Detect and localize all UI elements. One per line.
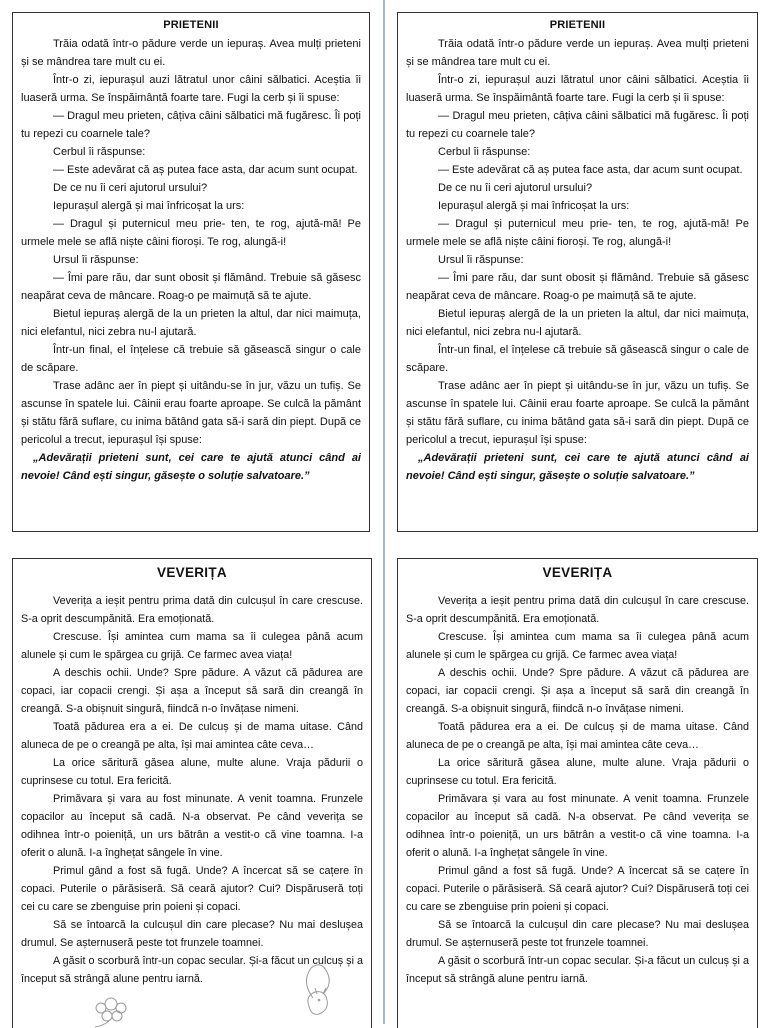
story-body (406, 592, 749, 988)
paragraph: De ce nu îi ceri ajutorul ursului? (438, 182, 593, 194)
paragraph: Bietul iepuraș alergă de la un prieten la altul, dar nici maimuța, nici elefantul, nici zebra nu-l ajutară. (406, 308, 749, 338)
paragraph: Veverița a ieșit pentru prima dată din culcușul în care crescuse. S-a oprit descumpănită. Era emoționată. (21, 595, 363, 625)
paragraph: Primul gând a fost să fugă. Unde? A încercat să se cațere în copaci. Puterile o părăsiseră. Să ceară ajutor? Cui? Dispăruseră toți cei cu care se zbenguise prin poieni și copaci. (21, 865, 363, 913)
paragraph: Într-un final, el înțelese că trebuie să găsească singur o cale de scăpare. (406, 344, 749, 374)
story-title: VEVERIȚA (157, 565, 227, 580)
card-prieteni-left (12, 12, 370, 532)
paragraph: Ursul îi răspunse: (438, 254, 524, 266)
paragraph: De ce nu îi ceri ajutorul ursului? (53, 182, 208, 194)
card-prieteni-right (397, 12, 758, 532)
paragraph: La orice săritură găsea alune, multe alune. Vraja pădurii o cuprinsese cu totul. Era fericită. (406, 757, 749, 787)
paragraph: Primul gând a fost să fugă. Unde? A încercat să se cațere în copaci. Puterile o părăsiseră. Să ceară ajutor? Cui? Dispăruseră toți cei cu care se zbenguise prin poieni și copaci. (406, 865, 749, 913)
page-divider (383, 0, 385, 1024)
paragraph: Într-o zi, iepurașul auzi lătratul unor câini sălbatici. Aceștia îi luaseră urma. Se înspăimântă foarte tare. Fugi la cerb și îi spuse: (21, 74, 361, 104)
paragraph: Iepurașul alergă și mai înfricoșat la urs: (438, 200, 630, 212)
paragraph: Toată pădurea era a ei. De culcuș și de mama uitase. Când aluneca de pe o creangă pe alta, își mai amintea câte ceva… (406, 721, 749, 751)
story-body (21, 35, 361, 485)
paragraph: Cerbul îi răspunse: (438, 146, 531, 158)
paragraph: A deschis ochii. Unde? Spre pădure. A văzut că pădurea are copaci, iar copacii crengi. Și așa a început să sară din creangă în creangă. S-a obișnuit singură, fiindcă n-o învățase nimeni. (406, 667, 749, 715)
paragraph: Trăia odată într-o pădure verde un iepuraș. Avea mulți prieteni și se mândrea tare mult cu ei. (406, 38, 749, 68)
paragraph: — Dragul meu prieten, câțiva câini sălbatici mă fugăresc. Îi poți tu repezi cu coarnele tale? (406, 110, 749, 140)
story-title: PRIETENII (549, 19, 606, 31)
paragraph: — Dragul și puternicul meu prie- ten, te rog, ajută-mă! Pe urmele mele se află niște câini fioroși. Te rog, alungă-i! (406, 218, 749, 248)
story-body (406, 35, 749, 485)
story-body (21, 592, 363, 988)
paragraph: Cerbul îi răspunse: (53, 146, 146, 158)
paragraph: Toată pădurea era a ei. De culcuș și de mama uitase. Când aluneca de pe o creangă pe alta, își mai amintea câte ceva… (21, 721, 363, 751)
paragraph: Într-o zi, iepurașul auzi lătratul unor câini sălbatici. Aceștia îi luaseră urma. Se înspăimântă foarte tare. Fugi la cerb și îi spuse: (406, 74, 749, 104)
paragraph: Crescuse. Își amintea cum mama sa îi culegea până acum alunele și cum le spărgea cu grijă. Ce farmec avea viața! (21, 631, 363, 661)
card-veverita-right (397, 558, 758, 1028)
paragraph: Să se întoarcă la culcușul din care plecase? Nu mai deslușea drumul. Se așternuseră peste tot frunzele toamnei. (406, 919, 749, 949)
paragraph: — Îmi pare rău, dar sunt obosit și flămând. Trebuie să găsesc neapărat ceva de mâncare. Roag-o pe maimuță să te ajute. (406, 272, 749, 302)
paragraph: Iepurașul alergă și mai înfricoșat la urs: (53, 200, 245, 212)
story-title: VEVERIȚA (542, 565, 613, 580)
paragraph: Să se întoarcă la culcușul din care plecase? Nu mai deslușea drumul. Se așternuseră peste tot frunzele toamnei. (21, 919, 363, 949)
paragraph: Primăvara și vara au fost minunate. A venit toamna. Frunzele copacilor au început să cadă. N-a observat. Pe când veverița se odihnea într-o poieniță, un urs bătrân a vestit-o că vine toamna. I-a oferit o alună. I-a înghețat sângele în vine. (406, 793, 749, 859)
paragraph: Trăia odată într-o pădure verde un iepuraș. Avea mulți prieteni și se mândrea tare mult cu ei. (21, 38, 361, 68)
story-title: PRIETENII (163, 19, 219, 31)
paragraph: La orice săritură găsea alune, multe alune. Vraja pădurii o cuprinsese cu totul. Era fericită. (21, 757, 363, 787)
paragraph: Veverița a ieșit pentru prima dată din culcușul în care crescuse. S-a oprit descumpănită. Era emoționată. (406, 595, 749, 625)
story-moral: „Adevărații prieteni sunt, cei care te ajută atunci când ai nevoie! Când ești singur, găsește o soluție salvatoare.” (21, 452, 361, 482)
paragraph: Ursul îi răspunse: (53, 254, 139, 266)
paragraph: — Este adevărat că aș putea face asta, dar acum sunt ocupat. (438, 164, 743, 176)
paragraph: A deschis ochii. Unde? Spre pădure. A văzut că pădurea are copaci, iar copacii crengi. Și așa a început să sară din creangă în creangă. S-a obișnuit singură, fiindcă n-o învățase nimeni. (21, 667, 363, 715)
paragraph: Crescuse. Își amintea cum mama sa îi culegea până acum alunele și cum le spărgea cu grijă. Ce farmec avea viața! (406, 631, 749, 661)
story-moral: „Adevărații prieteni sunt, cei care te ajută atunci când ai nevoie! Când ești singur, găsește o soluție salvatoare.” (406, 452, 749, 482)
paragraph: Bietul iepuraș alergă de la un prieten la altul, dar nici maimuța, nici elefantul, nici zebra nu-l ajutară. (21, 308, 361, 338)
paragraph: A găsit o scorbură într-un copac secular. Și-a făcut un culcuș și a început să strângă alune pentru iarnă. (21, 955, 363, 985)
paragraph: — Îmi pare rău, dar sunt obosit și flămând. Trebuie să găsesc neapărat ceva de mâncare. Roag-o pe maimuță să te ajute. (21, 272, 361, 302)
paragraph: Trase adânc aer în piept și uitându-se în jur, văzu un tufiș. Se ascunse în spatele lui. Câinii erau foarte aproape. Se culcă la pământ și stătu fără suflare, cu inima bătând gata să-i sară din piept. După ce pericolul a trecut, iepurașul își spuse: (21, 380, 361, 446)
paragraph: Într-un final, el înțelese că trebuie să găsească singur o cale de scăpare. (21, 344, 361, 374)
card-veverita-left (12, 558, 372, 1028)
paragraph: — Dragul meu prieten, câțiva câini sălbatici mă fugăresc. Îi poți tu repezi cu coarnele tale? (21, 110, 361, 140)
paragraph: — Dragul și puternicul meu prie- ten, te rog, ajută-mă! Pe urmele mele se află niște câini fioroși. Te rog, alungă-i! (21, 218, 361, 248)
paragraph: Trase adânc aer în piept și uitându-se în jur, văzu un tufiș. Se ascunse în spatele lui. Câinii erau foarte aproape. Se culcă la pământ și stătu fără suflare, cu inima bătând gata să-i sară din piept. După ce pericolul a trecut, iepurașul își spuse: (406, 380, 749, 446)
paragraph: Primăvara și vara au fost minunate. A venit toamna. Frunzele copacilor au început să cadă. N-a observat. Pe când veverița se odihnea într-o poieniță, un urs bătrân a vestit-o că vine toamna. I-a oferit o alună. I-a înghețat sângele în vine. (21, 793, 363, 859)
paragraph: — Este adevărat că aș putea face asta, dar acum sunt ocupat. (53, 164, 358, 176)
paragraph: A găsit o scorbură într-un copac secular. Și-a făcut un culcuș și a început să strângă alune pentru iarnă. (406, 955, 749, 985)
